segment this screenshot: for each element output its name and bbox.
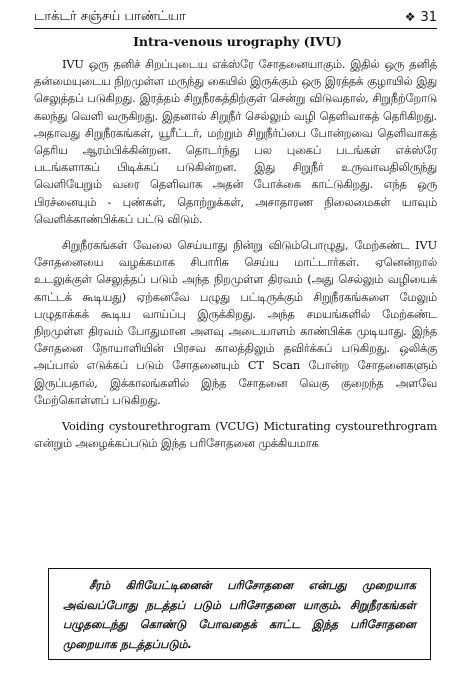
section-title: Intra-venous urography (IVU) <box>133 34 342 49</box>
paragraph: Voiding cystourethrogram (VCUG) Micturating cystourethrogram என்றும் அழைக்கப்படும் இந்த பரிசோதனை முக்கியமாக <box>34 420 437 451</box>
diamond-dots-icon: ❖ <box>404 10 416 24</box>
running-header <box>34 6 437 28</box>
body-text <box>34 56 437 461</box>
page-number-group <box>405 10 437 25</box>
header-rule <box>34 28 437 29</box>
page-number: 31 <box>420 9 437 25</box>
running-title: டாக்டர் சஞ்சய் பாண்ட்யா <box>34 9 186 24</box>
callout-box: சீரம் கிரியேட்டினைன் பரிசோதனை என்பது முறையாக அவ்வப்போது நடத்தப் படும் பரிசோதனை யாகும். சிறுநீரகங்கள் பழுதடைந்து கொண்டு போவதைக் காட்ட இந்த பரிசோதனை முறையாக நடத்தப்படும். <box>48 568 431 660</box>
paragraph: சிறுநீரகங்கள் வேலை செய்யாது நின்று விடும்பொழுது, மேற்கண்ட IVU சோதனையை வழக்கமாக சிபாரிசு செய்ய மாட்டார்கள். ஏனென்றால் உடலுக்குள் செலுத்தப் படும் அந்த நிறமுள்ள திரவம் (அது செல்லும் வழியைக் காட்டக் கூடியது) ஏற்கனவே பழுது பட்டிருக்கும் சிறுநீரகங்களை மேலும் பழுதாக்கக் கூடிய வாய்ப்பு இருக்கிறது. அந்த சமயங்களில் மேற்கண்ட நிறமுள்ள திரவம் போதுமான அளவு அடையாளம் காண்பிக்க முடியாது. இந்த சோதனை நோயாளியின் பிரசவ காலத்திலும் தவிர்க்கப் படுகிறது. ஒலிக்கு அப்பால் எடுக்கப் படும் சோதனையும் CT Scan போன்ற சோதனைகளும் இருப்பதால், இக்காலங்களில் இந்த சோதனை வெகு குறைந்த அளவே மேற்கொள்ளப் படுகிறது. <box>34 239 437 407</box>
paragraph: IVU ஒரு தனிச் சிறப்புடைய எக்ஸ்ரே சோதனையாகும். இதில் ஒரு தனித் தன்மையுடைய நிறமுள்ள மருந்து கையில் இருக்கும் ஒரு இரத்தக் குழாயில் இது செலுத்தப் படுகிறது. இரத்தம் சிறுநீரகத்திற்குள் சென்று விடுவதால், சிறுநீற்றோடு கலந்து வெளி வருகிறது. இதனால் சிறுநீர் செல்லும் வழி தெளிவாகத் தெரிகிறது. அதாவது சிறுநீரகங்கள், யூரீட்டர், மற்றும் சிறுநீர்ப்பை போன்றவை தெளிவாகத் தெரிய ஆரம்பிக்கின்றன. தொடர்ந்து பல புகைப் படங்கள் எக்ஸ்ரே படங்களாகப் பிடிக்கப் படுகின்றன. இது சிறுநீர் உருவாவதிலிருந்து வெளியேறும் வரை தெளிவாக அதன் போக்கை காட்டுகிறது. எந்த ஒரு பிரச்னையும் - புண்கள், தொற்றுக்கள், அசாதாரண நிலைமைகள் யாவும் வெளிக்காண்பிக்கப் பட்டு விடும். <box>34 58 437 226</box>
